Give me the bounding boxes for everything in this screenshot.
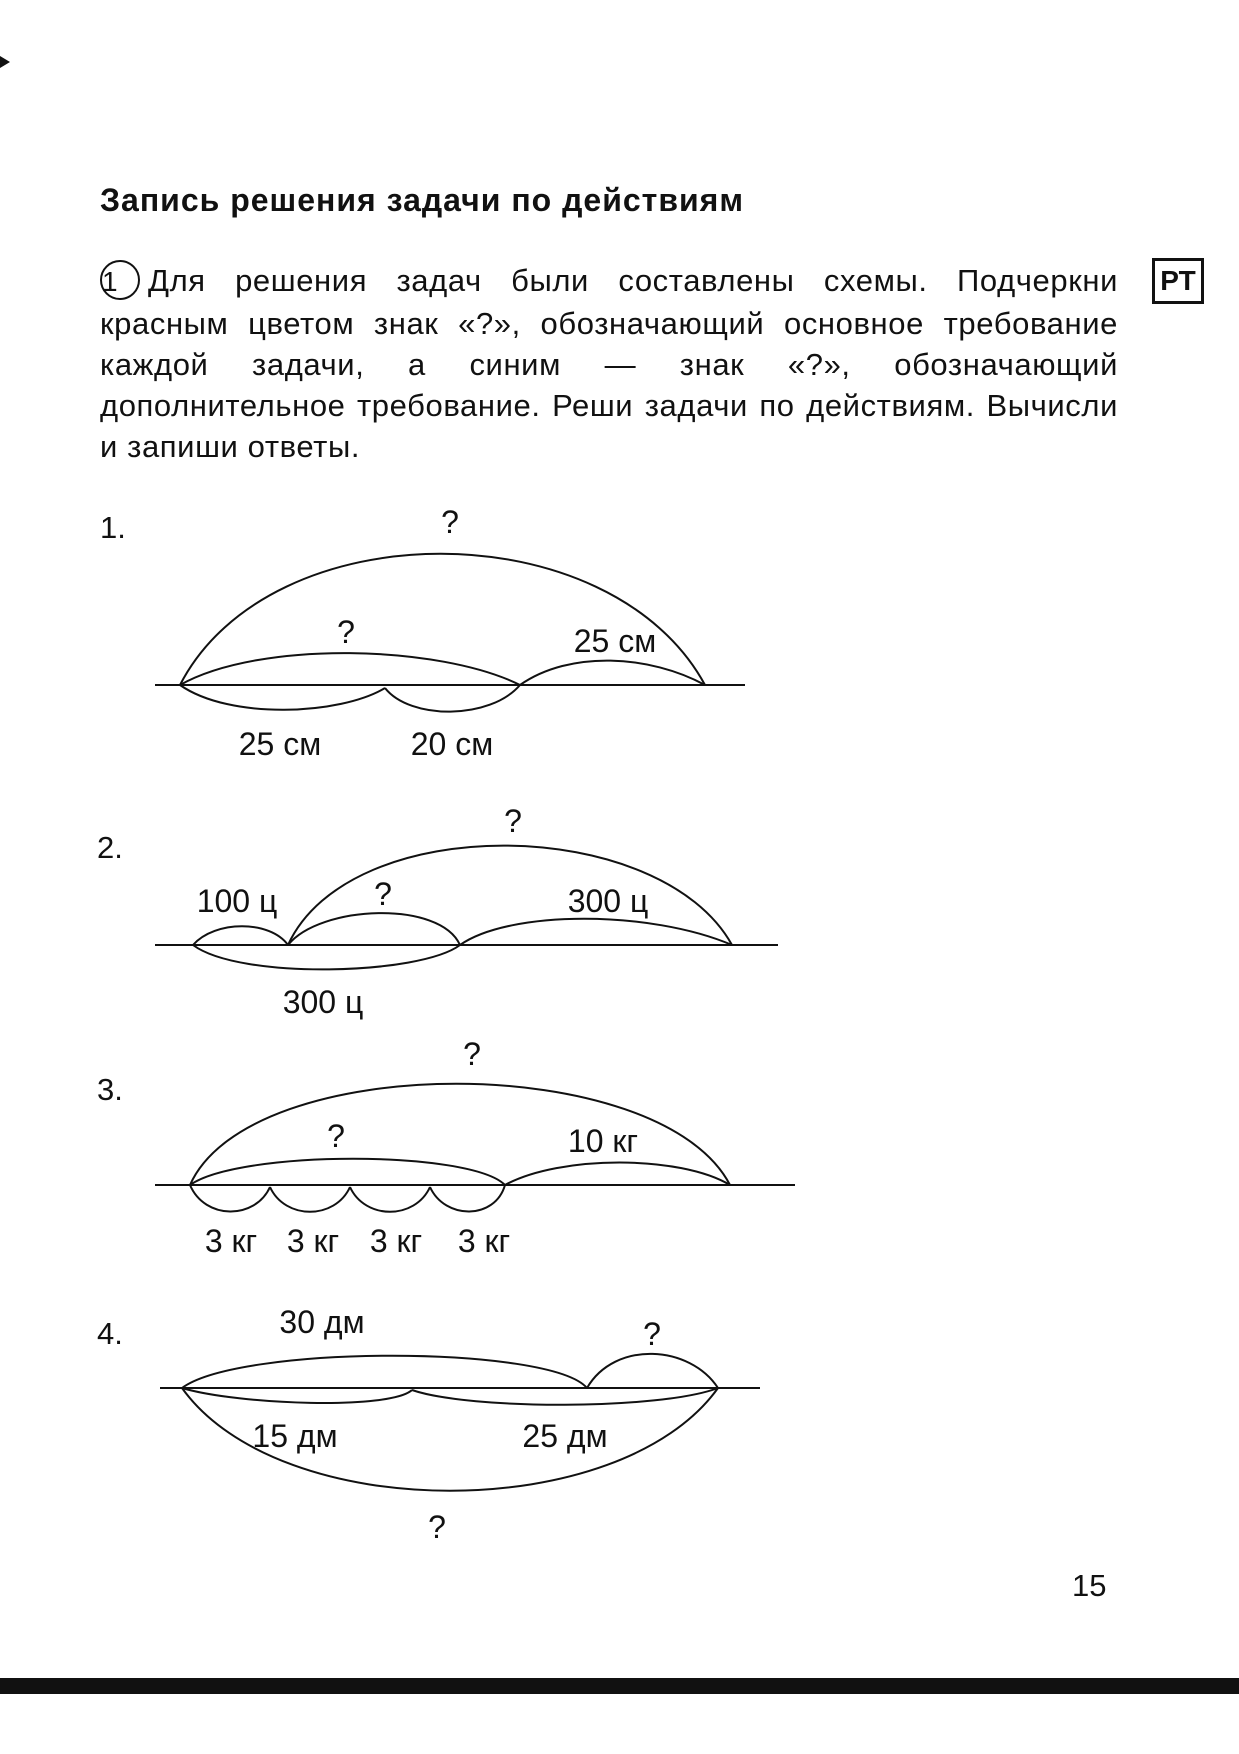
scheme-3-part-2 (270, 1187, 350, 1212)
scheme-3-inner-arc (190, 1159, 505, 1185)
scheme-3-bottom-1: 3 кг (204, 1223, 258, 1259)
page-number: 15 (1072, 1568, 1107, 1603)
scheme-3 (155, 1084, 795, 1212)
scheme-1-inner-arc (180, 653, 520, 685)
scheme-3-part-3 (350, 1187, 430, 1212)
scheme-1-outer-arc (180, 554, 705, 685)
scheme-4-inner-right-arc (412, 1388, 718, 1405)
scheme-4-top-arc (182, 1356, 587, 1388)
scheme-1-bottom-right: 20 см (410, 726, 494, 762)
scheme-1-bottom-right-arc (385, 685, 520, 712)
scheme-3-bottom-3: 3 кг (369, 1223, 423, 1259)
scheme-3-right-arc (505, 1163, 730, 1186)
scheme-3-q-top: ? (463, 1036, 481, 1072)
scheme-2-inner-arc (288, 913, 460, 945)
problem-1-number: 1. (100, 510, 126, 545)
scheme-4-top-left: 30 дм (279, 1304, 365, 1340)
scheme-2-outer-arc (288, 846, 732, 945)
scheme-4-inner-left-arc (182, 1388, 412, 1403)
scheme-4-bottom-left: 15 дм (252, 1418, 338, 1454)
scheme-3-bottom-2: 3 кг (286, 1223, 340, 1259)
scheme-2-bottom-arc (193, 945, 460, 969)
scheme-4-top-right-arc (587, 1354, 718, 1388)
scheme-4-q-bottom: ? (428, 1509, 446, 1545)
problem-4-number: 4. (97, 1316, 123, 1351)
problem-2-number: 2. (97, 830, 123, 865)
scheme-2-q-top: ? (504, 803, 522, 839)
scheme-1-bottom-left: 25 см (238, 726, 322, 762)
scheme-3-part-4 (430, 1185, 505, 1212)
rt-badge: РТ (1152, 258, 1204, 304)
bottom-bar (0, 1678, 1239, 1694)
scheme-3-part-1 (190, 1185, 270, 1212)
scheme-1-bottom-left-arc (180, 685, 385, 710)
scheme-2-right-arc (460, 919, 732, 945)
scheme-3-bottom-4: 3 кг (457, 1223, 511, 1259)
scheme-3-top-right: 10 кг (567, 1123, 639, 1159)
scheme-3-q-inner: ? (327, 1118, 345, 1154)
task-number-circle: 1 (100, 260, 140, 300)
scheme-4 (160, 1354, 760, 1491)
scheme-4-q-top-right: ? (643, 1316, 661, 1352)
scheme-1-top-right: 25 см (573, 623, 657, 659)
scheme-1-q-inner: ? (337, 614, 355, 650)
scheme-4-bottom-right: 25 дм (522, 1418, 608, 1454)
scheme-2-top-right: 300 ц (567, 883, 649, 919)
task-text: Для решения задач были составлены схемы. Подчеркни красным цветом знак «?», обозначающий основное требование каждой задачи, а синим — знак «?», обозначающий дополнительное требование. Реши задачи по действиям. Вычисли и запиши ответы. (100, 263, 1118, 464)
section-title: Запись решения задачи по действиям (100, 182, 745, 218)
scheme-3-outer-arc (190, 1084, 730, 1185)
scheme-2-small-arc (193, 926, 288, 945)
scheme-2-q-inner: ? (374, 876, 392, 912)
scheme-1-q-top: ? (441, 504, 459, 540)
scheme-2-bottom: 300 ц (282, 984, 364, 1020)
scheme-1 (155, 554, 745, 712)
problem-3-number: 3. (97, 1072, 123, 1107)
scheme-1-right-arc (520, 661, 705, 685)
scheme-2-top-left: 100 ц (196, 883, 278, 919)
